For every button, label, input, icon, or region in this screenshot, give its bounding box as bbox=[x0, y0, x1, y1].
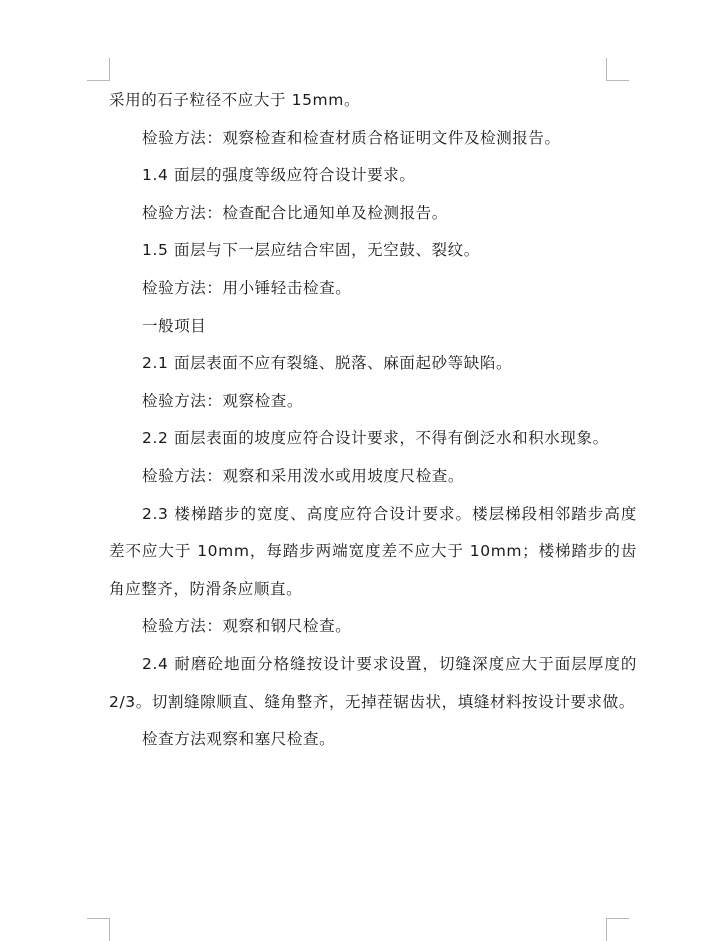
crop-mark-top-left bbox=[87, 58, 110, 81]
paragraph: 检验方法：用小锤轻击检查。 bbox=[142, 278, 352, 297]
crop-mark-bottom-left bbox=[87, 918, 110, 941]
paragraph: 2.4 耐磨砼地面分格缝按设计要求设置，切缝深度应大于面层厚度的 2/3。切割缝隙顺直、缝角整齐，无掉茬锯齿状，填缝材料按设计要求做。 bbox=[109, 654, 637, 711]
document-body bbox=[109, 82, 637, 759]
section-heading: 一般项目 bbox=[142, 316, 207, 335]
paragraph: 检验方法：观察和采用泼水或用坡度尺检查。 bbox=[142, 466, 465, 485]
paragraph: 1.5 面层与下一层应结合牢固，无空鼓、裂纹。 bbox=[142, 241, 480, 260]
paragraph: 检验方法：观察和钢尺检查。 bbox=[142, 617, 352, 636]
paragraph: 2.2 面层表面的坡度应符合设计要求，不得有倒泛水和积水现象。 bbox=[142, 429, 609, 448]
paragraph: 检验方法：观察检查和检查材质合格证明文件及检测报告。 bbox=[142, 128, 561, 147]
paragraph: 2.1 面层表面不应有裂缝、脱落、麻面起砂等缺陷。 bbox=[142, 354, 513, 373]
paragraph: 1.4 面层的强度等级应符合设计要求。 bbox=[142, 166, 416, 185]
crop-mark-bottom-right bbox=[606, 918, 629, 941]
paragraph: 采用的石子粒径不应大于 15mm。 bbox=[109, 91, 361, 109]
paragraph: 检验方法：检查配合比通知单及检测报告。 bbox=[142, 203, 448, 222]
paragraph: 检查方法观察和塞尺检查。 bbox=[142, 730, 336, 749]
paragraph: 2.3 楼梯踏步的宽度、高度应符合设计要求。楼层梯段相邻踏步高度差不应大于 10mm，每踏步两端宽度差不应大于 10mm；楼梯踏步的齿角应整齐，防滑条应顺直。 bbox=[109, 504, 637, 598]
crop-mark-top-right bbox=[606, 58, 629, 81]
paragraph: 检验方法：观察检查。 bbox=[142, 391, 304, 410]
